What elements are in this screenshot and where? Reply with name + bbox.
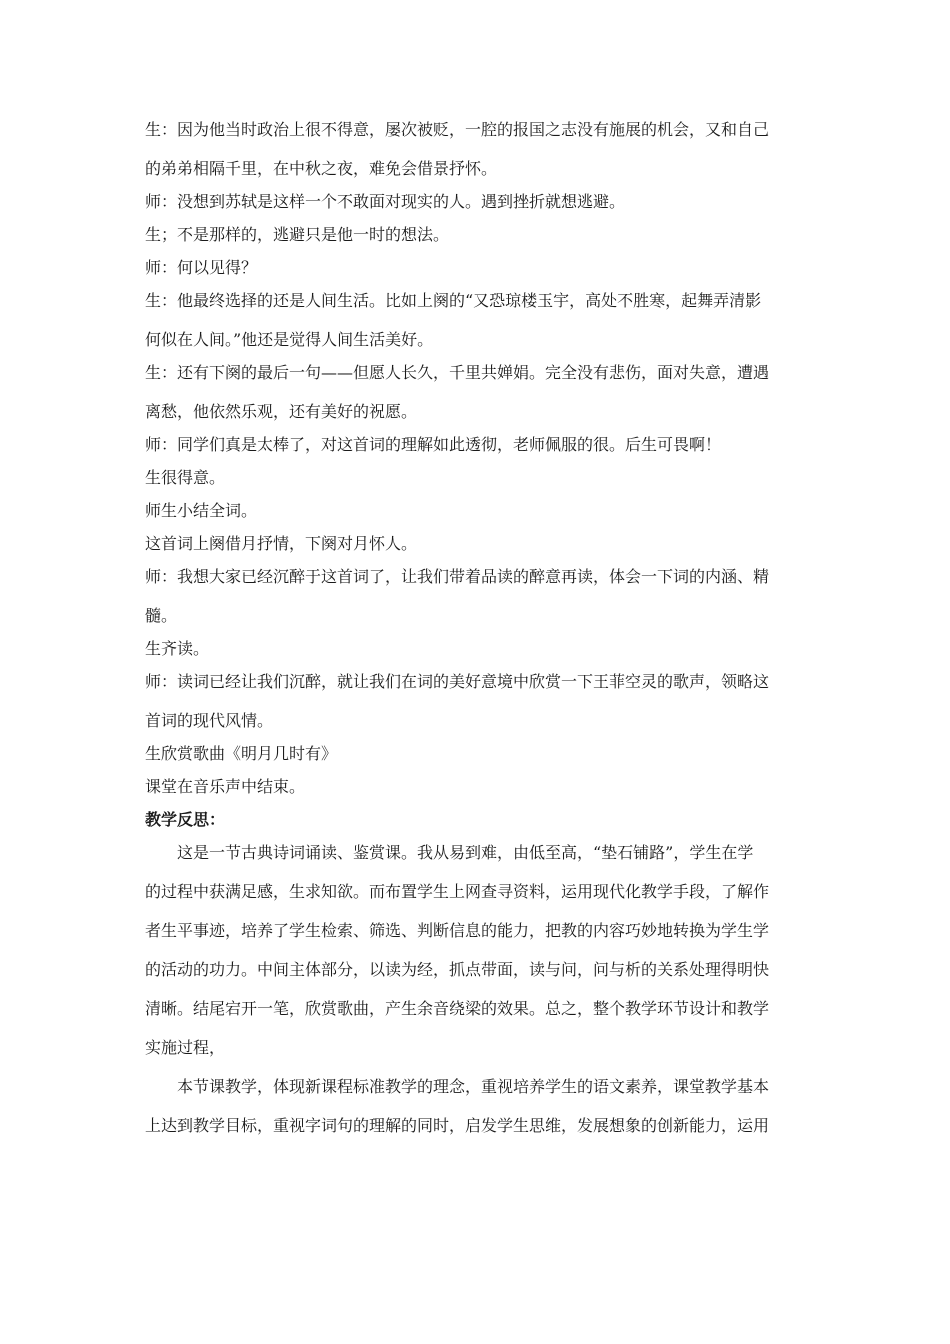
reflection-paragraph-line: 的过程中获满足感，生求知欲。而布置学生上网查寻资料，运用现代化教学手段，了解作 [145,882,770,901]
dialogue-line: 生：还有下阕的最后一句——但愿人长久，千里共婵娟。完全没有悲伤，面对失意，遭遇 [145,363,770,382]
reflection-heading: 教学反思： [145,810,226,829]
dialogue-line: 师：何以见得？ [145,258,258,277]
reflection-paragraph-line: 本节课教学，体现新课程标准教学的理念，重视培养学生的语文素养，课堂教学基本 [177,1077,770,1096]
dialogue-line-continued: 首词的现代风情。 [145,711,274,730]
dialogue-line: 师：同学们真是太棒了，对这首词的理解如此透彻，老师佩服的很。后生可畏啊！ [145,435,722,454]
dialogue-line: 师：读词已经让我们沉醉，就让我们在词的美好意境中欣赏一下王菲空灵的歌声，领略这 [145,672,770,691]
dialogue-line-continued: 的弟弟相隔千里，在中秋之夜，难免会借景抒怀。 [145,159,498,178]
reflection-paragraph-line: 者生平事迹，培养了学生检索、筛选、判断信息的能力，把教的内容巧妙地转换为学生学 [145,921,770,940]
reflection-paragraph-line: 这是一节古典诗词诵读、鉴赏课。我从易到难，由低至高，“垫石铺路”，学生在学 [177,843,754,862]
dialogue-line: 生：因为他当时政治上很不得意，屡次被贬，一腔的报国之志没有施展的机会，又和自己 [145,120,770,139]
narration-line: 生齐读。 [145,639,210,658]
dialogue-line-continued: 何似在人间。”他还是觉得人间生活美好。 [145,330,434,349]
narration-line: 这首词上阕借月抒情，下阕对月怀人。 [145,534,418,553]
narration-line: 生欣赏歌曲《明月几时有》 [145,744,338,763]
reflection-paragraph-line: 上达到教学目标，重视字词句的理解的同时，启发学生思维，发展想象的创新能力，运用 [145,1116,770,1135]
dialogue-line: 师：我想大家已经沉醉于这首词了，让我们带着品读的醉意再读，体会一下词的内涵、精 [145,567,770,586]
dialogue-line: 生；不是那样的，逃避只是他一时的想法。 [145,225,450,244]
reflection-paragraph-line: 的活动的功力。中间主体部分，以读为经，抓点带面，读与问，问与析的关系处理得明快 [145,960,770,979]
dialogue-line: 师：没想到苏轼是这样一个不敢面对现实的人。遇到挫折就想逃避。 [145,192,626,211]
narration-line: 课堂在音乐声中结束。 [145,777,306,796]
reflection-paragraph-line: 实施过程， [145,1038,226,1057]
narration-line: 师生小结全词。 [145,501,258,520]
document-page [145,120,810,1136]
dialogue-line-continued: 离愁，他依然乐观，还有美好的祝愿。 [145,402,418,421]
dialogue-line-continued: 髓。 [145,606,178,625]
reflection-paragraph-line: 清晰。结尾宕开一笔，欣赏歌曲，产生余音绕梁的效果。总之，整个教学环节设计和教学 [145,999,770,1018]
dialogue-line: 生：他最终选择的还是人间生活。比如上阕的“又恐琼楼玉宇，高处不胜寒，起舞弄清影 [145,291,762,310]
narration-line: 生很得意。 [145,468,226,487]
